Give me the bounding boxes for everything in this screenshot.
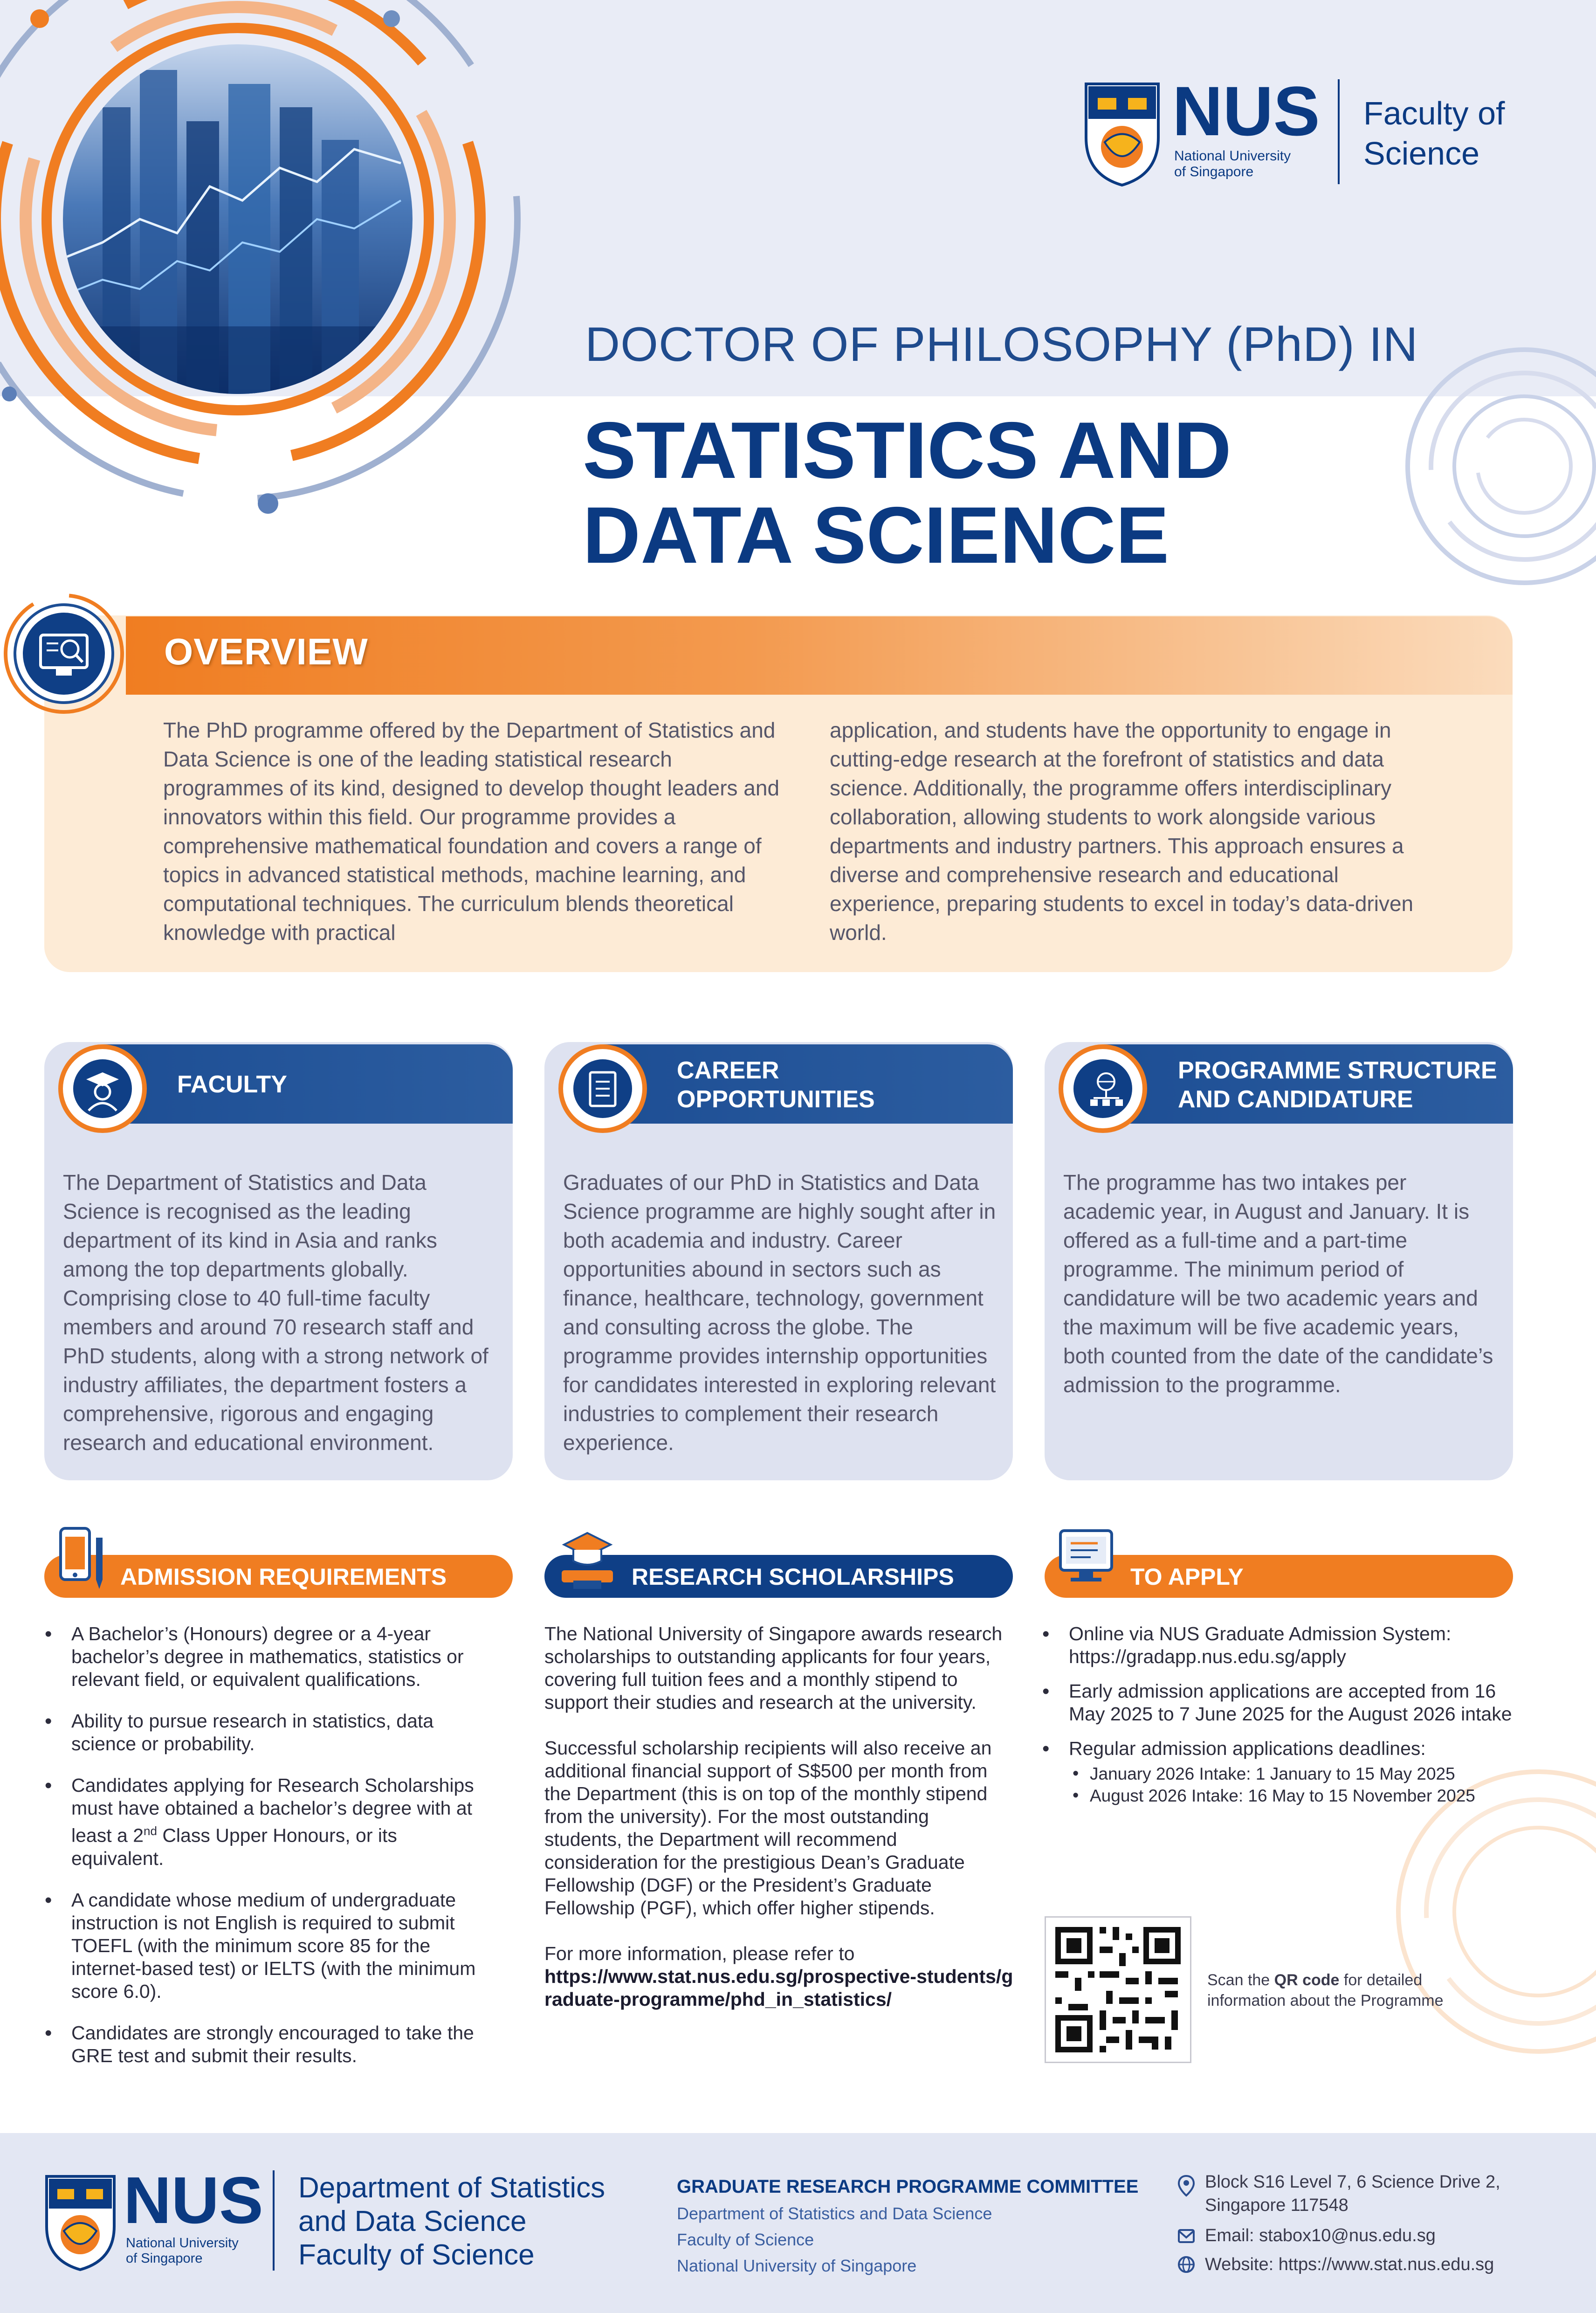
overview-text-col-1: The PhD programme offered by the Department of Statistics and Data Science is one of the leading statistical research programmes of its kind, designed to develop thought leaders and innovators within this field. Our programme provides a comprehensive mathematical foundation and covers a range of topics in advanced statistical methods, machine learning, and computational techniques. The curriculum blends theoretical knowledge with practical [163, 718, 780, 945]
title-prefix: DOCTOR OF PHILOSOPHY (PhD) IN [585, 318, 1418, 372]
monitor-search-icon [2, 592, 126, 716]
scholarships-para-1: The National University of Singapore awards research scholarships to outstanding applicants for four years, covering full tuition fees and a monthly stipend to support their studies and research at the university. [544, 1623, 1003, 1713]
gradapp-link[interactable]: https://gradapp.nus.edu.sg/apply [1069, 1646, 1346, 1667]
scholarships-text [544, 1623, 1011, 2011]
career-title-line-1: CAREER [677, 1057, 779, 1084]
admission-item: • Ability to pursue research in statistics, data science or probability. [41, 1710, 488, 1755]
admission-item-3a: Candidates applying for Research Scholarships must have obtained a bachelor’s degree with at least a 2 [71, 1774, 474, 1846]
address-line-2: Singapore 117548 [1205, 2196, 1348, 2215]
computer-form-icon [1056, 1524, 1116, 1594]
career-icon-badge [558, 1044, 647, 1133]
qr-code-icon [1046, 1918, 1190, 2062]
website-link[interactable]: Website: https://www.stat.nus.edu.sg [1205, 2255, 1494, 2274]
apply-item-1-line-1: • Online via NUS Graduate Admission System: [1069, 1623, 1452, 1644]
apply-item [1039, 1737, 1528, 1807]
faculty-card-header [103, 1044, 513, 1124]
faculty-name [1363, 93, 1505, 173]
title-line-1: STATISTICS AND [583, 406, 1231, 495]
scholarships-heading: RESEARCH SCHOLARSHIPS [632, 1564, 954, 1590]
apply-item: • Early admission applications are accepted from 16 May 2025 to 7 June 2025 for the August 2026 intake [1039, 1680, 1528, 1726]
location-pin-icon [1177, 2174, 1196, 2197]
nus-university-name [1174, 148, 1291, 180]
deadline-item: • January 2026 Intake: 1 January to 15 May 2025 [1069, 1763, 1528, 1785]
footer-department [298, 2171, 605, 2272]
globe-icon [1177, 2254, 1196, 2275]
address-line-1: Block S16 Level 7, 6 Science Drive 2, [1205, 2172, 1500, 2192]
programme-title-line-1: PROGRAMME STRUCTURE [1178, 1057, 1497, 1084]
committee-line-2: Faculty of Science [677, 2230, 814, 2249]
programme-icon-badge [1059, 1044, 1147, 1133]
email-icon [1177, 2225, 1196, 2246]
admission-item [41, 1774, 488, 1870]
committee-block [677, 2173, 1190, 2279]
admission-heading: ADMISSION REQUIREMENTS [120, 1564, 447, 1590]
admission-item: • A candidate whose medium of undergraduate instruction is not English is required to submit TOEFL (with the minimum score 85 for the internet-based test) or IELTS (with the minimum score 6.0). [41, 1889, 488, 2003]
deadline-item: • August 2026 Intake: 16 May to 15 November 2025 [1069, 1785, 1528, 1807]
admission-item-3-sup: nd [144, 1824, 157, 1838]
nus-logo-header [1084, 72, 1550, 196]
faculty-card-body: The Department of Statistics and Data Science is recognised as the leading department of its kind in Asia and ranks among the top departments globally. Comprising close to 40 full-time faculty members and around 70 research staff and PhD students, along with a strong network of industry affiliates, the department fosters a comprehensive, rigorous and engaging research and educational environment. [63, 1170, 488, 1455]
nus-footer-wordmark: NUS [124, 2163, 263, 2237]
footer-dept-line-3: Faculty of Science [298, 2239, 535, 2271]
programme-title-line-2: AND CANDIDATURE [1178, 1086, 1413, 1113]
admission-item-3b: Class Upper Honours, or its equivalent. [71, 1824, 397, 1869]
document-checklist-icon [572, 1058, 633, 1119]
overview-text-col-2: application, and students have the opportunity to engage in cutting-edge research at the forefront of statistics and data science. Additionally, the programme offers interdisciplinary collaboration, allowing students to work alongside various departments and industry partners. This approach ensures a diverse and comprehensive research and educational experience, preparing students to excel in today’s data-driven world. [830, 718, 1414, 945]
faculty-icon-badge [58, 1044, 147, 1133]
career-card-body: Graduates of our PhD in Statistics and Data Science programme are highly sought after in both academia and industry. Career opportunities abound in sectors such as finance, healthcare, technology, government and consulting across the globe. The programme provides internship opportunities for candidates interested in exploring relevant industries to complement their research experience. [563, 1170, 996, 1455]
nus-crest-icon [1084, 82, 1161, 186]
apply-item [1039, 1623, 1528, 1668]
footer-univ-line-2: of Singapore [126, 2251, 203, 2266]
footer-univ-line-1: National University [126, 2236, 239, 2251]
qr-caption-c: for detailed information about the Programme [1207, 1971, 1444, 2009]
nus-crest-footer-icon [44, 2174, 117, 2272]
mobile-pencil-icon [56, 1524, 112, 1594]
qr-caption [1207, 1970, 1496, 2011]
qr-caption-a: Scan the [1207, 1971, 1274, 1989]
apply-deadlines [1069, 1763, 1528, 1807]
univ-line-1: National University [1174, 148, 1291, 164]
programme-card-title [1178, 1056, 1497, 1114]
scholarships-para-2: Successful scholarship recipients will also receive an additional financial support of S$500 per month from the Department (this is on top of the monthly stipend from the university). For the most outstanding students, the Department will recommend consideration for the prestigious Dean’s Graduate Fellowship (DGF) or the President’s Graduate Fellowship (PGF), which offer higher stipends. [544, 1737, 992, 1919]
nus-footer-university [126, 2236, 239, 2266]
footer-dept-line-2: and Data Science [298, 2205, 527, 2237]
overview-icon-wrap [2, 592, 126, 716]
graduate-icon [72, 1058, 133, 1119]
qr-code[interactable] [1045, 1916, 1191, 2063]
network-globe-icon [1073, 1058, 1133, 1119]
committee-heading: GRADUATE RESEARCH PROGRAMME COMMITTEE [677, 2176, 1139, 2197]
footer-logo-divider [273, 2170, 275, 2271]
footer-dept-line-1: Department of Statistics [298, 2172, 605, 2204]
title-line-2: DATA SCIENCE [583, 490, 1169, 580]
committee-line-1: Department of Statistics and Data Science [677, 2204, 992, 2223]
email-link[interactable]: Email: stabox10@nus.edu.sg [1205, 2226, 1436, 2245]
apply-item-3: • Regular admission applications deadlines: [1069, 1738, 1426, 1759]
career-card-title [677, 1056, 875, 1114]
scholarships-link[interactable]: https://www.stat.nus.edu.sg/prospective-students/graduate-programme/phd_in_statistics/ [544, 1966, 1013, 2010]
faculty-line-1: Faculty of [1363, 95, 1505, 131]
committee-line-3: National University of Singapore [677, 2256, 917, 2275]
admission-list [41, 1623, 488, 2086]
nus-logo-footer [44, 2163, 650, 2273]
career-title-line-2: OPPORTUNITIES [677, 1086, 875, 1113]
logo-divider [1338, 79, 1340, 184]
faculty-line-2: Science [1363, 135, 1480, 172]
address [1205, 2170, 1587, 2217]
admission-item: • A Bachelor’s (Honours) degree or a 4-year bachelor’s degree in mathematics, statistics or relevant field, or equivalent qualifications. [41, 1623, 488, 1691]
overview-heading: OVERVIEW [164, 631, 368, 672]
admission-item: • Candidates are strongly encouraged to take the GRE test and submit their results. [41, 2022, 488, 2067]
page-title [583, 408, 1375, 578]
hero-image [0, 0, 559, 550]
apply-list [1039, 1623, 1528, 1825]
apply-heading: TO APPLY [1130, 1564, 1244, 1590]
qr-caption-b: QR code [1274, 1971, 1340, 1989]
scholarships-para-3: For more information, please refer to [544, 1943, 855, 1964]
nus-wordmark: NUS [1172, 72, 1320, 150]
faculty-card-title: FACULTY [177, 1071, 287, 1098]
univ-line-2: of Singapore [1174, 164, 1254, 180]
graduation-cap-icon [555, 1524, 620, 1594]
programme-card-body: The programme has two intakes per academic year, in August and January. It is offered as a full-time and a part-time programme. The minimum period of candidature will be two academic years and the maximum will be five academic years, both counted from the date of the candidate’s admission to the programme. [1063, 1170, 1493, 1397]
